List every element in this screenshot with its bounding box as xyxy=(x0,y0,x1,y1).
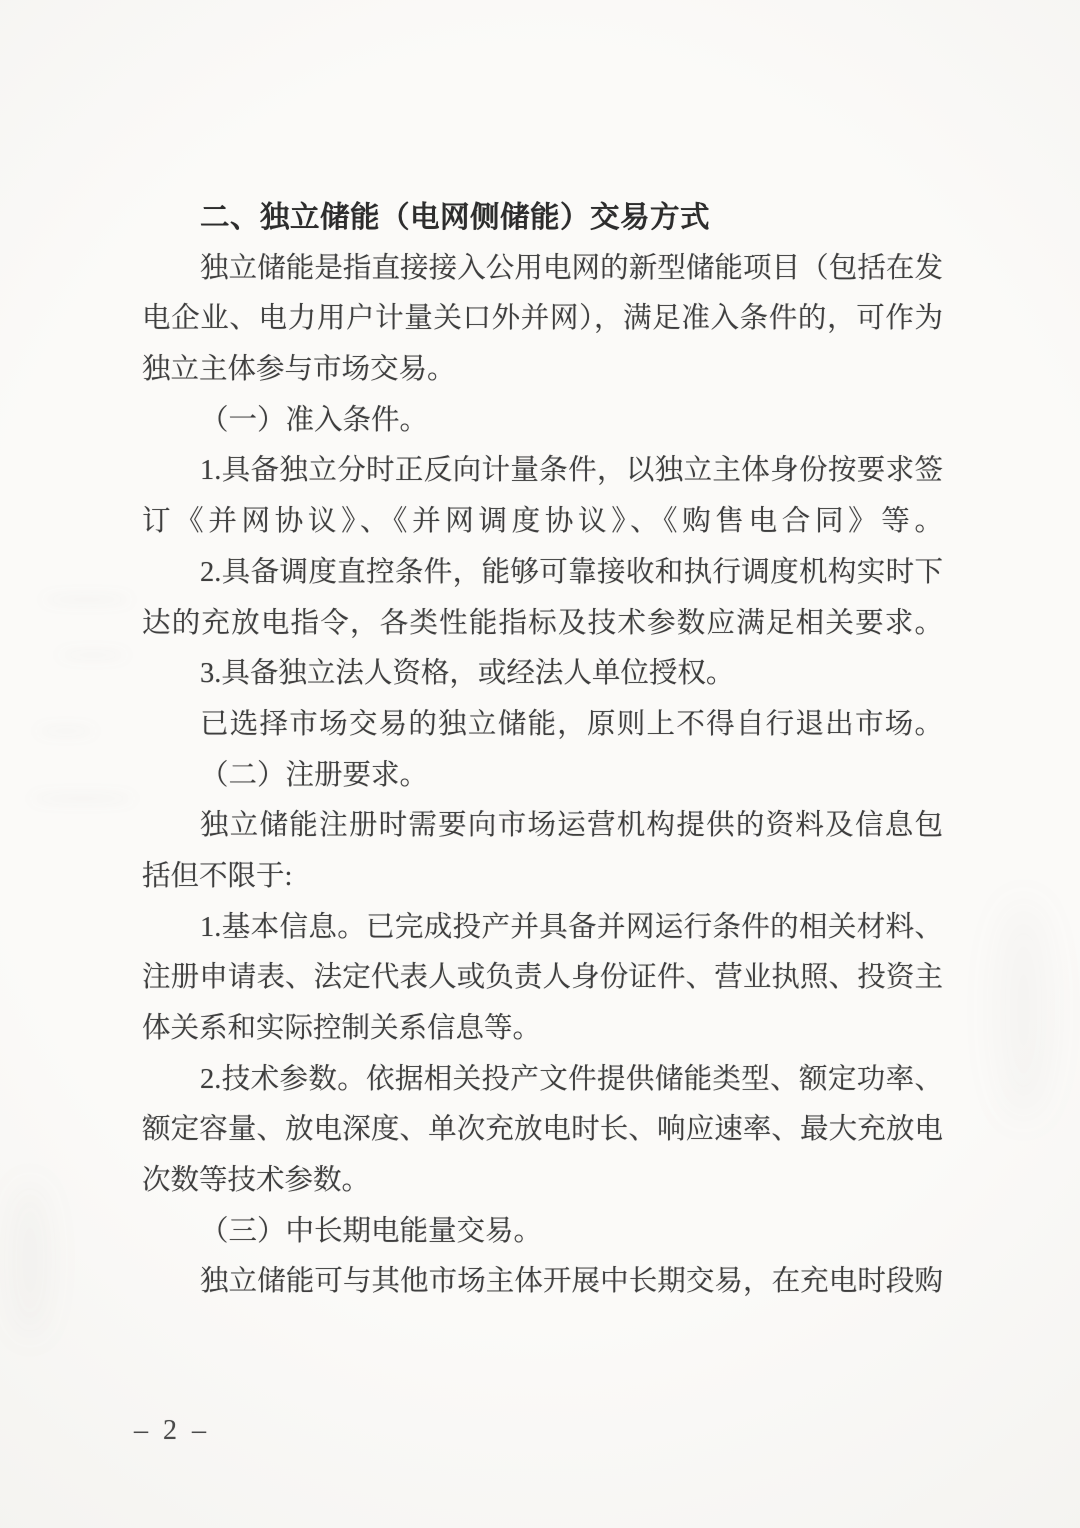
subsection-heading: （三）中长期电能量交易。 xyxy=(200,1215,543,1247)
page-number: – 2 – xyxy=(134,1415,210,1446)
text-line: 订《并网协议》、《并网调度协议》、《购售电合同》等。 xyxy=(142,506,943,538)
text-line: 注册申请表、法定代表人或负责人身份证件、营业执照、投资主 xyxy=(142,962,943,994)
scan-smudge xyxy=(42,596,132,603)
text-line: 次数等技术参数。 xyxy=(142,1165,371,1197)
section-heading: 二、独立储能（电网侧储能）交易方式 xyxy=(200,201,711,234)
text-line: 体关系和实际控制关系信息等。 xyxy=(142,1013,542,1044)
text-line: 1.基本信息。已完成投产并具备并网运行条件的相关材料、 xyxy=(200,911,943,943)
scan-smudge xyxy=(36,728,96,734)
text-line: 1.具备独立分时正反向计量条件，以独立主体身份按要求签 xyxy=(200,455,943,487)
scan-smudge xyxy=(10,1180,50,1340)
text-line: 3.具备独立法人资格，或经法人单位授权。 xyxy=(200,658,735,690)
text-line: 2.技术参数。依据相关投产文件提供储能类型、额定功率、 xyxy=(200,1063,943,1095)
scan-smudge xyxy=(58,652,128,658)
scan-smudge xyxy=(30,795,135,802)
text-line: 独立储能可与其他市场主体开展中长期交易，在充电时段购 xyxy=(200,1266,943,1298)
text-line: 独立储能注册时需要向市场运营机构提供的资料及信息包 xyxy=(200,810,943,842)
text-line: 电企业、电力用户计量关口外并网），满足准入条件的，可作为 xyxy=(142,303,943,335)
scan-smudge xyxy=(996,900,1051,1120)
text-line: 独立储能是指直接接入公用电网的新型储能项目（包括在发 xyxy=(200,252,943,284)
subsection-heading: （一）准入条件。 xyxy=(200,404,429,436)
text-line: 独立主体参与市场交易。 xyxy=(142,354,456,386)
text-line: 额定容量、放电深度、单次充放电时长、响应速率、最大充放电 xyxy=(142,1114,943,1146)
document-text xyxy=(142,193,943,1308)
text-line: 达的充放电指令，各类性能指标及技术参数应满足相关要求。 xyxy=(142,607,943,639)
text-line: 已选择市场交易的独立储能，原则上不得自行退出市场。 xyxy=(200,708,943,740)
subsection-heading: （二）注册要求。 xyxy=(200,759,429,791)
text-line: 2.具备调度直控条件，能够可靠接收和执行调度机构实时下 xyxy=(200,556,943,588)
text-line: 括但不限于: xyxy=(142,860,293,892)
